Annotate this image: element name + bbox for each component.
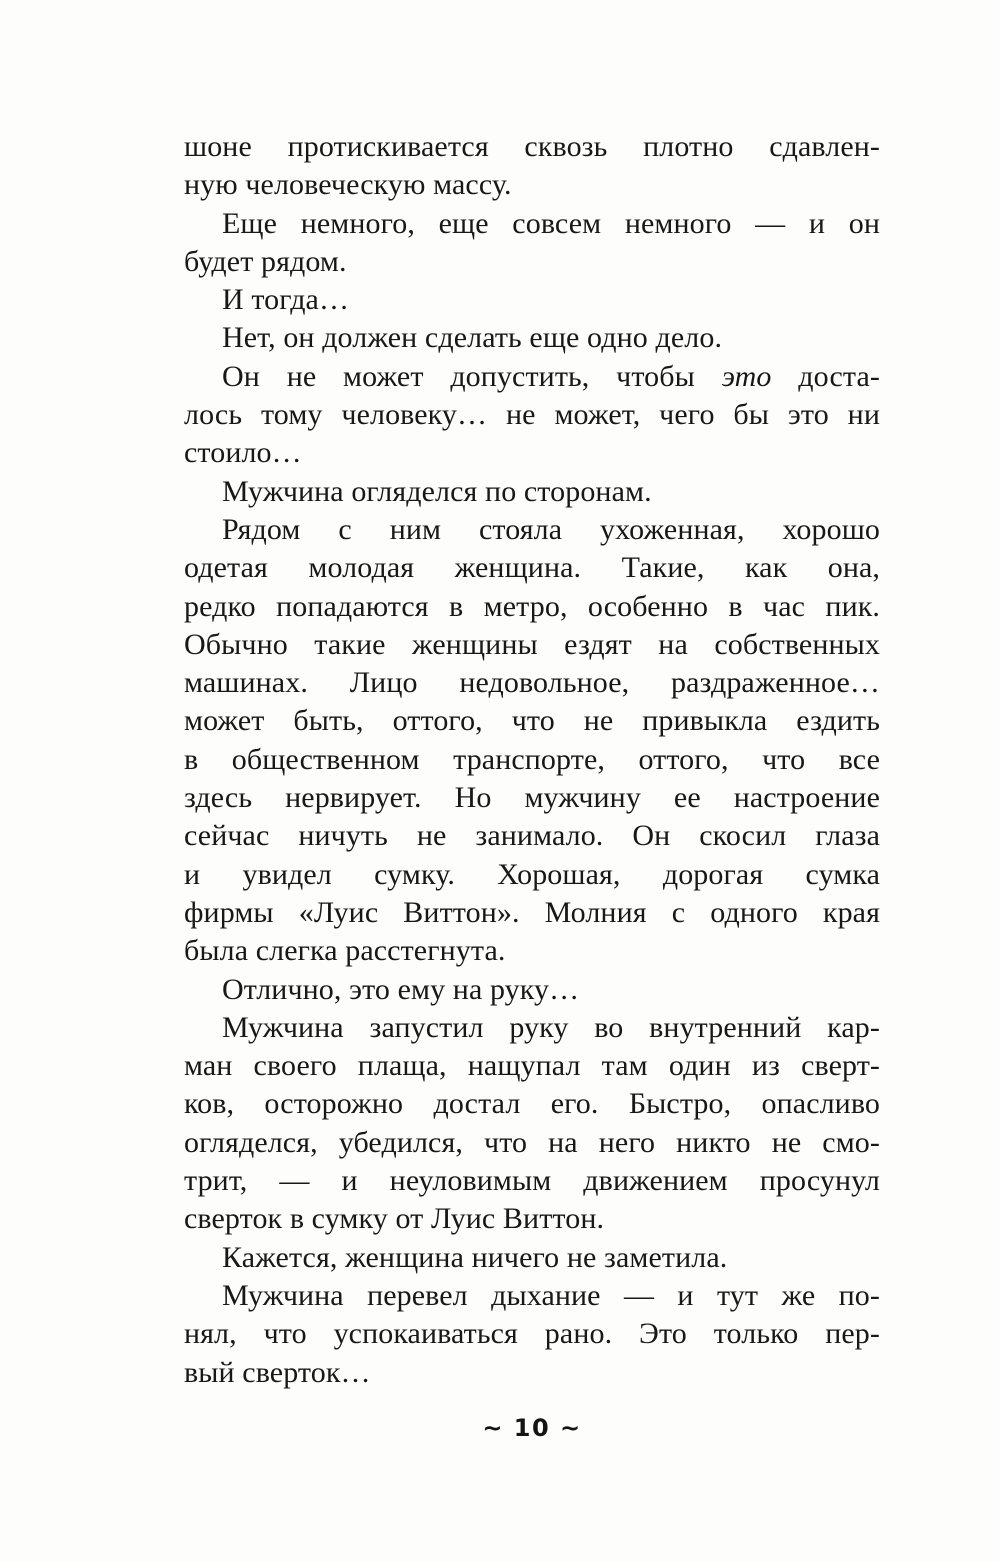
text-line: Обычно такие женщины ездят на собственных [184, 627, 880, 661]
text-line [184, 358, 880, 396]
text-line: ную человеческую массу. [184, 168, 512, 202]
text-line: Нет, он должен сделать еще одно дело. [222, 321, 723, 355]
text-line: огляделся, убедился, что на него никто не смо- [184, 1125, 880, 1159]
text-line: и увидел сумку. Хорошая, дорогая сумка [184, 857, 880, 891]
emphasis-word: это [721, 359, 772, 393]
text-line: ман своего плаща, нащупал там один из сверт- [184, 1049, 880, 1083]
text-line: стоило… [184, 436, 302, 470]
text-line: в общественном транспорте, оттого, что все [184, 742, 880, 776]
text-line: трит, — и неуловимым движением просунул [184, 1164, 880, 1198]
text-line: Мужчина огляделся по сторонам. [222, 474, 652, 508]
text-line: шоне протискивается сквозь плотно сдавлен- [184, 130, 880, 163]
text-line: лось тому человеку… не может, чего бы это ни [184, 398, 880, 432]
text-line: сейчас ничуть не занимало. Он скосил глаза [184, 819, 880, 853]
text-segment: доста- [771, 359, 880, 393]
text-line: Рядом с ним стояла ухоженная, хорошо [222, 512, 880, 546]
text-line: И тогда… [222, 283, 350, 317]
text-line: редко попадаются в метро, особенно в час пик. [184, 589, 880, 623]
text-line: была слегка расстегнута. [184, 934, 506, 968]
text-line: сверток в сумку от Луис Виттон. [184, 1202, 605, 1236]
text-line: ков, осторожно достал его. Быстро, опасливо [184, 1087, 880, 1121]
text-segment: Он не может допустить, чтобы [222, 359, 722, 393]
body-text [184, 128, 880, 1442]
text-line: здесь нервирует. Но мужчину ее настроение [184, 781, 880, 815]
text-line: Мужчина запустил руку во внутренний кар- [222, 1010, 880, 1044]
page-number: ~ 10 ~ [482, 1413, 582, 1442]
text-line: машинах. Лицо недовольное, раздраженное… [184, 666, 880, 700]
text-line: может быть, оттого, что не привыкла ездить [184, 704, 880, 738]
text-line: Еще немного, еще совсем немного — и он [222, 206, 880, 240]
text-line: одетая молодая женщина. Такие, как она, [184, 551, 880, 585]
text-line: нял, что успокаиваться рано. Это только пер- [184, 1317, 880, 1351]
text-line: Кажется, женщина ничего не заметила. [222, 1240, 728, 1274]
text-line: вый сверток… [184, 1355, 371, 1389]
text-line: Мужчина перевел дыхание — и тут же по- [222, 1278, 880, 1312]
text-line: фирмы «Луис Виттон». Молния с одного края [184, 895, 880, 929]
text-line: будет рядом. [184, 244, 347, 278]
text-line: Отлично, это ему на руку… [222, 972, 580, 1006]
